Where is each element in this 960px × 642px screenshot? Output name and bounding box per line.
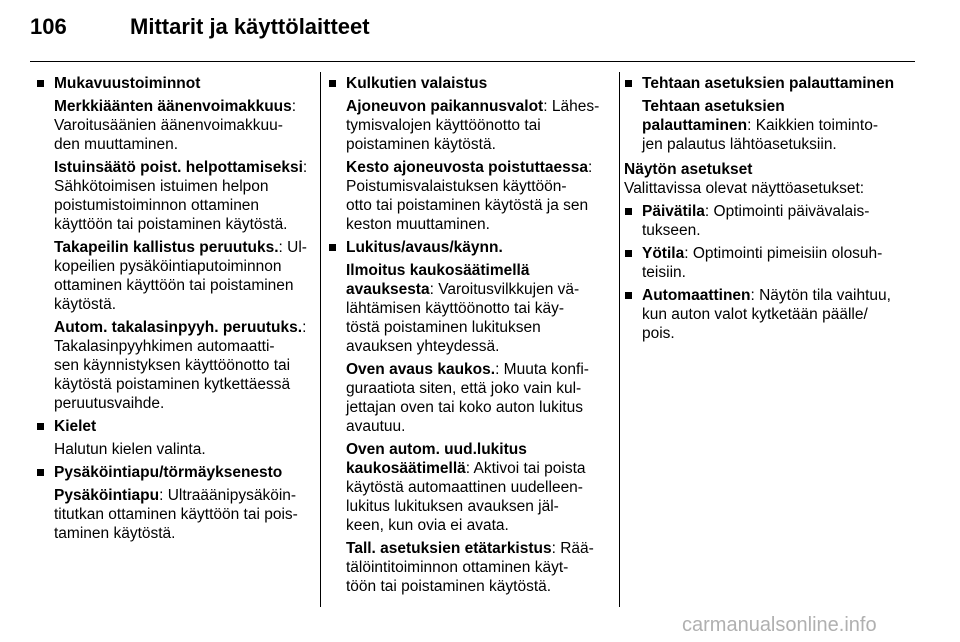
watermark: carmanualsonline.info: [682, 614, 877, 636]
setting-name: Yötila: [642, 245, 685, 262]
text-column-2: [328, 74, 606, 600]
setting-description: [328, 261, 606, 356]
bullet-square-icon: [625, 250, 632, 257]
separator: :: [302, 319, 307, 336]
bullet-title: Kielet: [54, 418, 97, 435]
bullet-square-icon: [329, 80, 336, 87]
page-header: [30, 14, 930, 54]
text-line: keston muuttaminen.: [346, 216, 490, 233]
setting-description: [36, 486, 312, 543]
setting-name: Kesto ajoneuvosta poistuttaessa: [346, 159, 589, 176]
text-line: : Optimointi päivävalais-: [704, 203, 870, 220]
text-line: lukitus lukituksen avauksen jäl-: [346, 498, 559, 515]
bullet-square-icon: [625, 292, 632, 299]
header-rule: [30, 61, 915, 62]
text-line: guraatiota siten, että joko vain kul-: [346, 380, 582, 397]
list-item: [36, 417, 312, 436]
text-line: pois.: [642, 325, 675, 342]
setting-description: [36, 158, 312, 234]
text-line: sen käynnistyksen käyttöönotto tai: [54, 357, 291, 374]
setting-name: Takapeilin kallistus peruutuks.: [54, 239, 279, 256]
text-line: : Rää-: [551, 540, 594, 557]
chapter-title: Mittarit ja käyttölaitteet: [130, 14, 370, 39]
bullet-title: Pysäköintiapu/törmäyksenesto: [54, 464, 283, 481]
text-line: avautuu.: [346, 418, 406, 435]
setting-name: kaukosäätimellä: [346, 460, 466, 477]
column-divider-2: [619, 72, 620, 607]
text-line: Varoitusäänien äänenvoimakkuu-: [54, 117, 283, 134]
text-line: käytöstä.: [54, 296, 117, 313]
separator: :: [291, 98, 297, 115]
text-line: : Aktivoi tai poista: [465, 460, 586, 477]
text-line: tymisvalojen käyttöönotto tai: [346, 117, 541, 134]
text-line: taminen käytöstä.: [54, 525, 176, 542]
setting-name: Istuinsäätö poist. helpottamiseksi: [54, 159, 303, 176]
setting-name: Oven avaus kaukos.: [346, 361, 496, 378]
list-item: [328, 74, 606, 93]
text-line: avauksen yhteydessä.: [346, 338, 500, 355]
setting-description: [328, 539, 606, 596]
text-line: Sähkötoimisen istuimen helpon: [54, 178, 269, 195]
setting-name: Pysäköintiapu: [54, 487, 160, 504]
setting-description: [328, 360, 606, 436]
setting-name: Automaattinen: [642, 287, 751, 304]
text-line: otto tai poistaminen käytöstä ja sen: [346, 197, 589, 214]
text-line: : Ultraäänipysäköin-: [159, 487, 297, 504]
section-title: Näytön asetukset: [624, 161, 753, 178]
list-item: [328, 238, 606, 257]
text-line: : Lähes-: [543, 98, 600, 115]
list-item: [36, 74, 312, 93]
text-line: den muuttaminen.: [54, 136, 179, 153]
separator: :: [302, 159, 308, 176]
setting-description: [36, 97, 312, 154]
text-line: käytöstä automaattinen uudelleen-: [346, 479, 583, 496]
text-line: ottaminen käyttöön tai poistaminen: [54, 277, 294, 294]
list-item: [36, 463, 312, 482]
text-line: : Optimointi pimeisiin olosuh-: [684, 245, 883, 262]
bullet-square-icon: [625, 80, 632, 87]
text-line: : Näytön tila vaihtuu,: [750, 287, 891, 304]
list-item: [624, 202, 908, 240]
list-item: [624, 286, 908, 343]
text-line: jen palautus lähtöasetuksiin.: [642, 136, 837, 153]
setting-name: Merkkiäänten äänenvoimakkuus: [54, 98, 292, 115]
bullet-title: Mukavuustoiminnot: [54, 75, 201, 92]
setting-name: Tehtaan asetuksien: [642, 98, 785, 115]
setting-name: Päivätila: [642, 203, 705, 220]
text-line: : Ul-: [278, 239, 307, 256]
text-line: : Muuta konfi-: [495, 361, 589, 378]
text-line: käytöstä poistaminen kytkettäessä: [54, 376, 291, 393]
text-line: Takalasinpyyhkimen automaatti-: [54, 338, 275, 355]
setting-description: [328, 97, 606, 154]
setting-name: Ajoneuvon paikannusvalot: [346, 98, 544, 115]
bullet-title: Kulkutien valaistus: [346, 75, 488, 92]
text-column-1: [36, 74, 312, 547]
text-line: Halutun kielen valinta.: [54, 441, 206, 458]
bullet-square-icon: [625, 208, 632, 215]
text-line: tälöintitoiminnon ottaminen käyt-: [346, 559, 569, 576]
text-line: poistaminen käytöstä.: [346, 136, 496, 153]
bullet-square-icon: [37, 423, 44, 430]
setting-name: Oven autom. uud.lukitus: [346, 441, 527, 458]
separator: :: [588, 159, 593, 176]
text-line: töön tai poistaminen käytöstä.: [346, 578, 552, 595]
text-line: kun auton valot kytketään päälle/: [642, 306, 868, 323]
text-line: keen, kun ovia ei avata.: [346, 517, 509, 534]
bullet-title: Lukitus/avaus/käynn.: [346, 239, 503, 256]
text-line: poistumistoiminnon ottaminen: [54, 197, 260, 214]
setting-description: [624, 97, 908, 154]
setting-name: Tall. asetuksien etätarkistus: [346, 540, 552, 557]
text-line: : Varoitusvilkkujen vä-: [429, 281, 580, 298]
setting-name: Autom. takalasinpyyh. peruutuks.: [54, 319, 303, 336]
column-divider-1: [320, 72, 321, 607]
text-line: titutkan ottaminen käyttöön tai pois-: [54, 506, 298, 523]
setting-description: [328, 158, 606, 234]
text-line: : Kaikkien toiminto-: [747, 117, 879, 134]
bullet-title: Tehtaan asetuksien palauttaminen: [642, 75, 895, 92]
text-line: kopeilien pysäköintiaputoiminnon: [54, 258, 282, 275]
setting-description: [36, 440, 312, 459]
section-intro: Valittavissa olevat näyttöasetukset:: [624, 180, 865, 197]
setting-description: [36, 238, 312, 314]
bullet-square-icon: [329, 244, 336, 251]
bullet-square-icon: [37, 469, 44, 476]
list-item: [624, 74, 908, 93]
setting-name: Ilmoitus kaukosäätimellä: [346, 262, 530, 279]
text-line: käyttöön tai poistaminen käytöstä.: [54, 216, 288, 233]
text-line: teisiin.: [642, 264, 686, 281]
setting-description: [36, 318, 312, 413]
text-line: jettajan oven tai koko auton lukitus: [346, 399, 583, 416]
text-line: töstä poistaminen lukituksen: [346, 319, 541, 336]
text-line: Poistumisvalaistuksen käyttöön-: [346, 178, 567, 195]
setting-name: palauttaminen: [642, 117, 748, 134]
text-line: peruutusvaihde.: [54, 395, 165, 412]
list-item: [624, 244, 908, 282]
text-column-3: [624, 74, 908, 347]
page-number: 106: [30, 14, 67, 39]
setting-name: avauksesta: [346, 281, 430, 298]
setting-description: [328, 440, 606, 535]
bullet-square-icon: [37, 80, 44, 87]
text-line: tukseen.: [642, 222, 701, 239]
text-line: lähtämisen käyttöönotto tai käy-: [346, 300, 564, 317]
